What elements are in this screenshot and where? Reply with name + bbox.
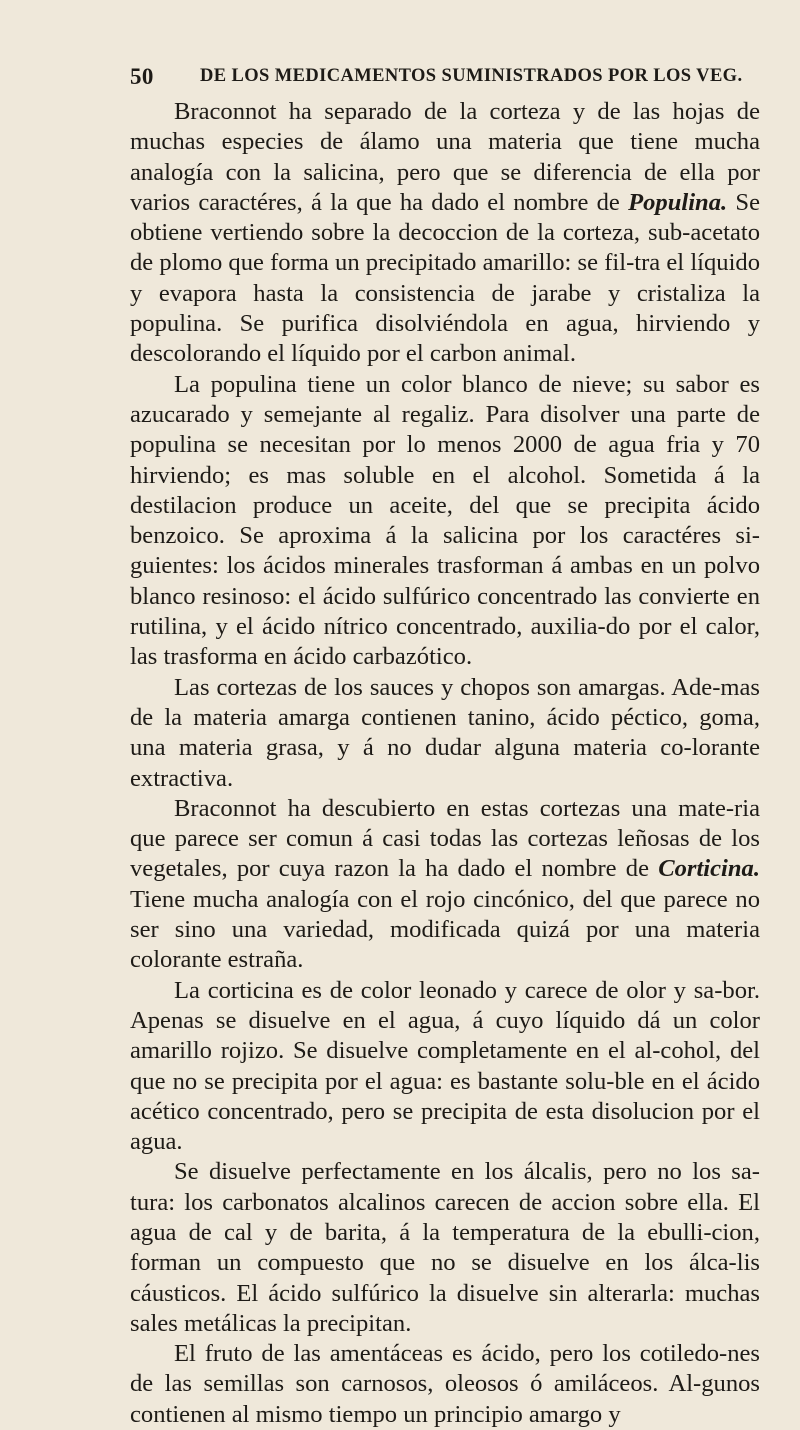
paragraph-cortezas: Las cortezas de los sauces y chopos son amargas. Ade-mas de la materia amarga contienen tanino, ácido péctico, goma, una materia grasa, y á no dudar alguna materia co-lorante extractiva.: [130, 673, 760, 792]
term-populina: Populina.: [628, 188, 728, 216]
body-text: [130, 97, 760, 1430]
running-title: DE LOS MEDICAMENTOS SUMINISTRADOS POR LOS VEG.: [200, 66, 743, 86]
paragraph-amentaceas: El fruto de las amentáceas es ácido, pero los cotiledo-nes de las semillas son carnosos, oleosos ó amiláceos. Al-gunos contienen al mismo tiempo un principio amargo y: [130, 1340, 760, 1428]
paragraph-alcalis: Se disuelve perfectamente en los álcalis, pero no los sa-tura: los carbonatos alcalinos carecen de accion sobre ella. El agua de cal y de barita, á la temperatura de la ebulli-cion, forman un compuesto que no se disuelve en los álca-lis cáusticos. El ácido sulfúrico la disuelve sin alterarla: muchas sales metálicas la precipitan.: [130, 1158, 760, 1337]
page-number: 50: [130, 64, 154, 89]
paragraph-corticina-properties: La corticina es de color leonado y carece de olor y sa-bor. Apenas se disuelve en el agua, á cuyo líquido dá un color amarillo rojizo. Se disuelve completamente en el al-cohol, del que no se precipita por el agua: es bastante solu-ble en el ácido acético concentrado, pero se precipita de esta disolucion por el agua.: [130, 976, 760, 1156]
paragraph-populina-properties: La populina tiene un color blanco de nieve; su sabor es azucarado y semejante al regaliz. Para disolver una parte de populina se necesitan por lo menos 2000 de agua fria y 70 hirviendo; es mas soluble en el alcohol. Sometida á la destilacion produce un aceite, del que se precipita ácido benzoico. Se aproxima á la salicina por los caractéres si-guientes: los ácidos minerales trasforman á ambas en un polvo blanco resinoso: el ácido sulfúrico concentrado las convierte en rutilina, y el ácido nítrico concentrado, auxilia-do por el calor, las trasforma en ácido carbazótico.: [130, 370, 760, 671]
running-head: [130, 66, 760, 92]
term-corticina: Corticina.: [658, 855, 760, 883]
paragraph-populina: Braconnot ha separado de la corteza y de las hojas de muchas especies de álamo una materia que tiene mucha analogía con la salicina, pero que se diferencia de ella por varios caractéres, á la que ha dado el nombre de Populina. Se obtiene vertiendo sobre la decoccion de la corteza, sub-acetato de plomo que forma un precipitado amarillo: se fil-tra el líquido y evapora hasta la consistencia de jarabe y cristaliza la populina. Se purifica disolviéndola en agua, hirviendo y descolorando el líquido por el carbon animal.: [130, 98, 760, 368]
paragraph-corticina: Braconnot ha descubierto en estas cortezas una mate-ria que parece ser comun á casi todas las cortezas leñosas de los vegetales, por cuya razon la ha dado el nombre de Corticina. Tiene mucha analogía con el rojo cincónico, del que parece no ser sino una variedad, modificada quizá por una materia colorante estraña.: [130, 794, 760, 974]
